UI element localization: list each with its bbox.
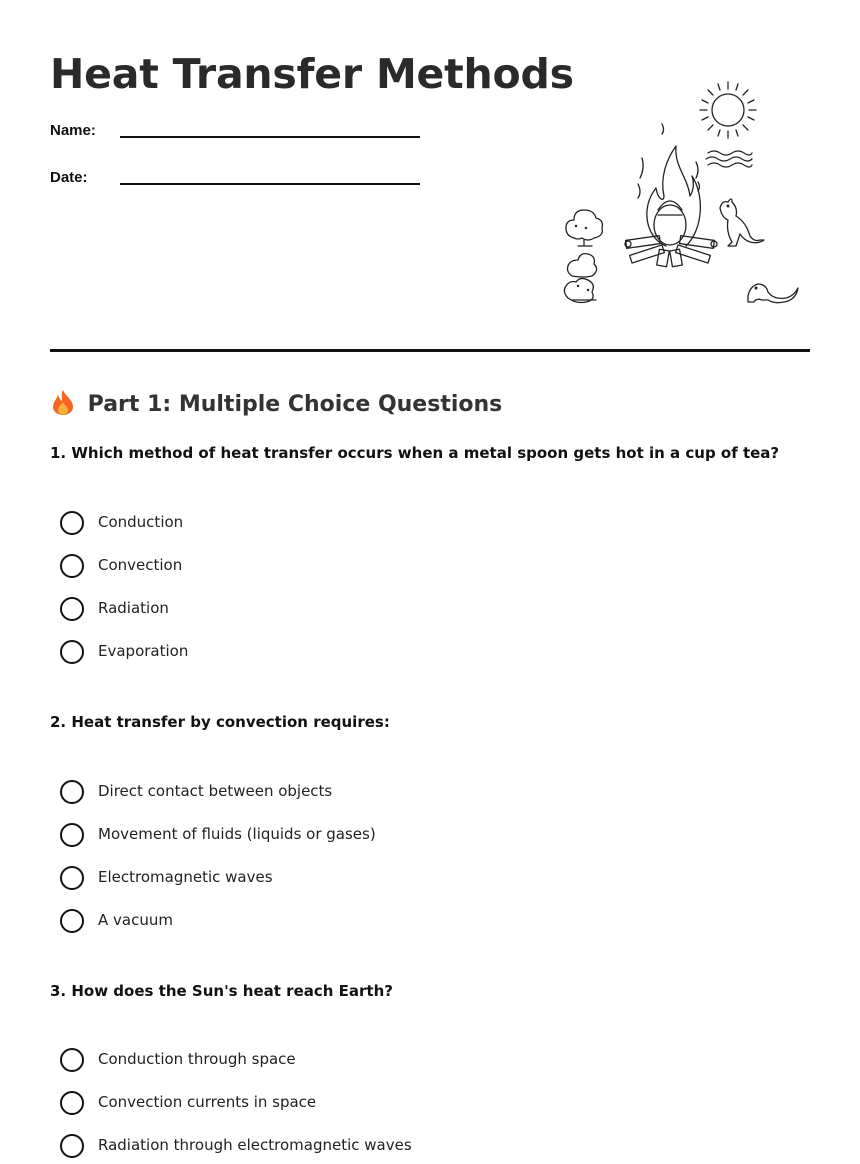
option-3b[interactable] bbox=[60, 1091, 660, 1121]
option-label: Electromagnetic waves bbox=[98, 868, 273, 886]
radio-button[interactable] bbox=[60, 1091, 84, 1115]
kangaroo-icon bbox=[720, 199, 764, 246]
radio-button[interactable] bbox=[60, 554, 84, 578]
option-1a[interactable] bbox=[60, 511, 660, 541]
bush-icon bbox=[564, 210, 602, 303]
option-label: Evaporation bbox=[98, 642, 189, 660]
name-label: Name: bbox=[50, 122, 96, 139]
radio-button[interactable] bbox=[60, 823, 84, 847]
option-1c[interactable] bbox=[60, 597, 660, 627]
option-2b[interactable] bbox=[60, 823, 660, 853]
radio-button[interactable] bbox=[60, 640, 84, 664]
question-text: 2. Heat transfer by convection requires: bbox=[50, 713, 390, 731]
radio-button[interactable] bbox=[60, 909, 84, 933]
date-label: Date: bbox=[50, 169, 88, 186]
option-2d[interactable] bbox=[60, 909, 660, 939]
radio-button[interactable] bbox=[60, 597, 84, 621]
option-label: Convection bbox=[98, 556, 183, 574]
question-text: 3. How does the Sun's heat reach Earth? bbox=[50, 982, 393, 1000]
option-label: Convection currents in space bbox=[98, 1093, 317, 1111]
option-label: Movement of fluids (liquids or gases) bbox=[98, 825, 376, 843]
option-label: A vacuum bbox=[98, 911, 173, 929]
section-title-text: Part 1: Multiple Choice Questions bbox=[87, 392, 503, 417]
radio-button[interactable] bbox=[60, 511, 84, 535]
campfire-logs-icon bbox=[625, 236, 717, 267]
option-1d[interactable] bbox=[60, 640, 660, 670]
option-label: Conduction bbox=[98, 513, 184, 531]
sun-icon bbox=[700, 82, 756, 138]
radio-button[interactable] bbox=[60, 1048, 84, 1072]
kettle-icon bbox=[654, 201, 686, 245]
question-text: 1. Which method of heat transfer occurs when a metal spoon gets hot in a cup of tea? bbox=[50, 444, 780, 462]
campfire-outback-illustration bbox=[558, 78, 808, 313]
name-write-line[interactable] bbox=[120, 136, 420, 138]
radio-button[interactable] bbox=[60, 866, 84, 890]
option-2c[interactable] bbox=[60, 866, 660, 896]
platypus-icon bbox=[748, 284, 798, 303]
option-label: Radiation through electromagnetic waves bbox=[98, 1136, 412, 1154]
name-field-row bbox=[50, 122, 420, 152]
option-label: Radiation bbox=[98, 599, 169, 617]
option-3a[interactable] bbox=[60, 1048, 660, 1078]
date-field-row bbox=[50, 169, 420, 199]
radio-button[interactable] bbox=[60, 780, 84, 804]
option-label: Conduction through space bbox=[98, 1050, 296, 1068]
option-1b[interactable] bbox=[60, 554, 660, 584]
radio-button[interactable] bbox=[60, 1134, 84, 1158]
option-2a[interactable] bbox=[60, 780, 660, 810]
flame-icon bbox=[638, 124, 700, 246]
header-divider bbox=[50, 349, 810, 352]
fire-icon bbox=[50, 388, 80, 422]
heat-waves-icon bbox=[706, 151, 752, 167]
page-title: Heat Transfer Methods bbox=[50, 50, 574, 98]
option-3c[interactable] bbox=[60, 1134, 660, 1164]
option-label: Direct contact between objects bbox=[98, 782, 333, 800]
section-title bbox=[50, 388, 502, 422]
date-write-line[interactable] bbox=[120, 183, 420, 185]
